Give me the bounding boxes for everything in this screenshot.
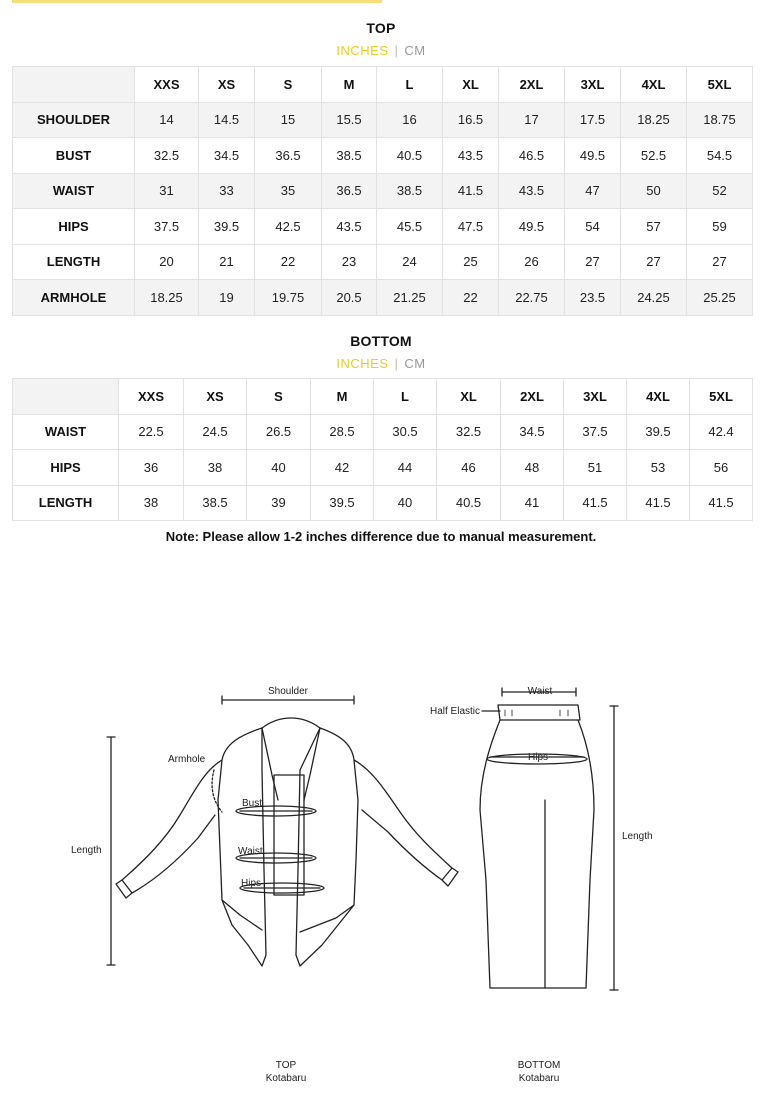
measurement-value: 30.5 bbox=[374, 414, 437, 450]
top-caption bbox=[226, 1059, 346, 1085]
measurement-value: 23.5 bbox=[565, 280, 621, 316]
measurement-value: 34.5 bbox=[501, 414, 564, 450]
size-column-header: 3XL bbox=[564, 379, 627, 415]
measurement-value: 17 bbox=[499, 102, 565, 138]
unit-cm[interactable]: CM bbox=[404, 43, 426, 58]
measurement-value: 27 bbox=[621, 244, 687, 280]
size-column-header: XXS bbox=[119, 379, 184, 415]
measurement-value: 59 bbox=[687, 209, 753, 245]
measurement-value: 37.5 bbox=[135, 209, 199, 245]
measurement-value: 41.5 bbox=[443, 173, 499, 209]
measurement-value: 19 bbox=[199, 280, 255, 316]
top-length-label: Length bbox=[71, 845, 102, 856]
measurement-value: 31 bbox=[135, 173, 199, 209]
header-row bbox=[13, 379, 753, 415]
top-unit-toggle bbox=[0, 43, 762, 58]
measurement-value: 41.5 bbox=[627, 485, 690, 521]
top-accent-rule bbox=[12, 0, 382, 3]
table-row bbox=[13, 209, 753, 245]
bottom-caption-name: Kotabaru bbox=[518, 1073, 560, 1084]
size-column-header: 5XL bbox=[687, 67, 753, 103]
size-column-header: 2XL bbox=[499, 67, 565, 103]
measurement-value: 44 bbox=[374, 450, 437, 486]
measurement-value: 22.5 bbox=[119, 414, 184, 450]
table-row bbox=[13, 450, 753, 486]
measurement-value: 20 bbox=[135, 244, 199, 280]
measurement-value: 36.5 bbox=[322, 173, 377, 209]
measurement-value: 27 bbox=[565, 244, 621, 280]
measurement-value: 38 bbox=[119, 485, 184, 521]
measurement-value: 46 bbox=[437, 450, 501, 486]
size-column-header: M bbox=[322, 67, 377, 103]
measurement-value: 22.75 bbox=[499, 280, 565, 316]
size-column-header: L bbox=[377, 67, 443, 103]
measurement-value: 47 bbox=[565, 173, 621, 209]
measurement-label: ARMHOLE bbox=[13, 280, 135, 316]
measurement-value: 32.5 bbox=[437, 414, 501, 450]
measurement-value: 41.5 bbox=[564, 485, 627, 521]
measurement-value: 20.5 bbox=[322, 280, 377, 316]
measurement-value: 22 bbox=[443, 280, 499, 316]
measurement-value: 26 bbox=[499, 244, 565, 280]
measurement-value: 36.5 bbox=[255, 138, 322, 174]
measurement-label: LENGTH bbox=[13, 244, 135, 280]
measurement-value: 50 bbox=[621, 173, 687, 209]
measurement-value: 42.4 bbox=[690, 414, 753, 450]
bottom-section-title: BOTTOM bbox=[350, 333, 412, 349]
size-column-header: XL bbox=[443, 67, 499, 103]
size-column-header: 5XL bbox=[690, 379, 753, 415]
measurement-value: 49.5 bbox=[565, 138, 621, 174]
table-row bbox=[13, 280, 753, 316]
measurement-value: 22 bbox=[255, 244, 322, 280]
measurement-value: 43.5 bbox=[443, 138, 499, 174]
measurement-value: 52.5 bbox=[621, 138, 687, 174]
measurement-value: 39.5 bbox=[311, 485, 374, 521]
bottom-garment-illustration bbox=[480, 705, 594, 988]
header-row bbox=[13, 67, 753, 103]
unit-inches-active[interactable]: INCHES bbox=[336, 43, 389, 58]
measurement-value: 48 bbox=[501, 450, 564, 486]
measurement-value: 53 bbox=[627, 450, 690, 486]
measurement-value: 21 bbox=[199, 244, 255, 280]
size-column-header: XS bbox=[199, 67, 255, 103]
top-caption-title: TOP bbox=[275, 1060, 297, 1071]
top-size-table bbox=[12, 66, 753, 316]
shoulder-measure bbox=[222, 696, 354, 704]
measurement-value: 26.5 bbox=[247, 414, 311, 450]
measurement-value: 15 bbox=[255, 102, 322, 138]
measurement-value: 14.5 bbox=[199, 102, 255, 138]
measurement-value: 49.5 bbox=[499, 209, 565, 245]
measurement-value: 52 bbox=[687, 173, 753, 209]
table-row bbox=[13, 138, 753, 174]
measurement-value: 40.5 bbox=[437, 485, 501, 521]
measurement-value: 39.5 bbox=[199, 209, 255, 245]
measurement-diagram bbox=[0, 600, 762, 1100]
measurement-value: 42.5 bbox=[255, 209, 322, 245]
unit-separator: | bbox=[394, 43, 399, 58]
unit-separator: | bbox=[394, 356, 399, 371]
measurement-value: 39.5 bbox=[627, 414, 690, 450]
measurement-value: 40 bbox=[374, 485, 437, 521]
measurement-value: 24.25 bbox=[621, 280, 687, 316]
measurement-value: 40 bbox=[247, 450, 311, 486]
skirt-waist-label: Waist bbox=[527, 686, 553, 697]
table-row bbox=[13, 102, 753, 138]
skirt-length-label: Length bbox=[622, 831, 653, 842]
measurement-value: 35 bbox=[255, 173, 322, 209]
measurement-value: 38.5 bbox=[322, 138, 377, 174]
measurement-value: 24.5 bbox=[184, 414, 247, 450]
bottom-caption bbox=[479, 1059, 599, 1085]
measurement-value: 32.5 bbox=[135, 138, 199, 174]
half-elastic-label: Half Elastic bbox=[430, 706, 481, 717]
size-column-header: 4XL bbox=[621, 67, 687, 103]
skirt-length-measure bbox=[610, 706, 618, 990]
measurement-value: 43.5 bbox=[499, 173, 565, 209]
size-column-header: 3XL bbox=[565, 67, 621, 103]
measurement-value: 28.5 bbox=[311, 414, 374, 450]
table-row bbox=[13, 414, 753, 450]
measurement-label: SHOULDER bbox=[13, 102, 135, 138]
waist-label: Waist bbox=[238, 846, 263, 857]
measurement-value: 37.5 bbox=[564, 414, 627, 450]
size-column-header: XXS bbox=[135, 67, 199, 103]
measurement-value: 43.5 bbox=[322, 209, 377, 245]
measurement-value: 57 bbox=[621, 209, 687, 245]
measurement-value: 42 bbox=[311, 450, 374, 486]
measurement-value: 39 bbox=[247, 485, 311, 521]
measurement-value: 16 bbox=[377, 102, 443, 138]
measurement-value: 54.5 bbox=[687, 138, 753, 174]
measurement-value: 38 bbox=[184, 450, 247, 486]
measurement-value: 36 bbox=[119, 450, 184, 486]
bottom-caption-title: BOTTOM bbox=[517, 1060, 561, 1071]
measurement-value: 47.5 bbox=[443, 209, 499, 245]
shoulder-label: Shoulder bbox=[267, 686, 309, 697]
measurement-value: 23 bbox=[322, 244, 377, 280]
measurement-value: 27 bbox=[687, 244, 753, 280]
measurement-value: 16.5 bbox=[443, 102, 499, 138]
hips-label: Hips bbox=[241, 878, 262, 889]
table-row bbox=[13, 244, 753, 280]
bottom-size-table bbox=[12, 378, 753, 521]
measurement-note: Note: Please allow 1-2 inches difference due to manual measurement. bbox=[165, 529, 597, 544]
measurement-value: 25.25 bbox=[687, 280, 753, 316]
size-column-header: XS bbox=[184, 379, 247, 415]
measurement-label: BUST bbox=[13, 138, 135, 174]
top-section-title: TOP bbox=[366, 20, 396, 36]
skirt-hips-label: Hips bbox=[528, 752, 549, 763]
unit-inches-active[interactable]: INCHES bbox=[336, 356, 389, 371]
top-length-measure bbox=[107, 737, 115, 965]
measurement-value: 17.5 bbox=[565, 102, 621, 138]
measurement-value: 34.5 bbox=[199, 138, 255, 174]
size-column-header: M bbox=[311, 379, 374, 415]
measurement-value: 25 bbox=[443, 244, 499, 280]
measurement-value: 38.5 bbox=[377, 173, 443, 209]
measurement-value: 40.5 bbox=[377, 138, 443, 174]
measurement-value: 18.75 bbox=[687, 102, 753, 138]
armhole-label: Armhole bbox=[168, 754, 206, 765]
measurement-value: 19.75 bbox=[255, 280, 322, 316]
unit-cm[interactable]: CM bbox=[404, 356, 426, 371]
measurement-label: WAIST bbox=[13, 414, 119, 450]
size-column-header: 2XL bbox=[501, 379, 564, 415]
measurement-value: 46.5 bbox=[499, 138, 565, 174]
measurement-label: HIPS bbox=[13, 450, 119, 486]
top-caption-name: Kotabaru bbox=[265, 1073, 307, 1084]
bust-label: Bust bbox=[242, 798, 263, 809]
measurement-value: 14 bbox=[135, 102, 199, 138]
measurement-value: 51 bbox=[564, 450, 627, 486]
measurement-value: 54 bbox=[565, 209, 621, 245]
measurement-value: 33 bbox=[199, 173, 255, 209]
size-column-header: 4XL bbox=[627, 379, 690, 415]
table-row bbox=[13, 485, 753, 521]
measurement-value: 56 bbox=[690, 450, 753, 486]
measurement-label: HIPS bbox=[13, 209, 135, 245]
measurement-value: 15.5 bbox=[322, 102, 377, 138]
bottom-unit-toggle bbox=[0, 356, 762, 371]
measurement-label: LENGTH bbox=[13, 485, 119, 521]
size-column-header: L bbox=[374, 379, 437, 415]
measurement-value: 24 bbox=[377, 244, 443, 280]
measurement-value: 41 bbox=[501, 485, 564, 521]
table-row bbox=[13, 173, 753, 209]
measurement-value: 18.25 bbox=[135, 280, 199, 316]
corner-cell bbox=[13, 379, 119, 415]
measurement-value: 45.5 bbox=[377, 209, 443, 245]
measurement-value: 38.5 bbox=[184, 485, 247, 521]
measurement-label: WAIST bbox=[13, 173, 135, 209]
measurement-value: 18.25 bbox=[621, 102, 687, 138]
size-column-header: S bbox=[255, 67, 322, 103]
size-column-header: XL bbox=[437, 379, 501, 415]
size-column-header: S bbox=[247, 379, 311, 415]
measurement-value: 21.25 bbox=[377, 280, 443, 316]
measurement-value: 41.5 bbox=[690, 485, 753, 521]
corner-cell bbox=[13, 67, 135, 103]
